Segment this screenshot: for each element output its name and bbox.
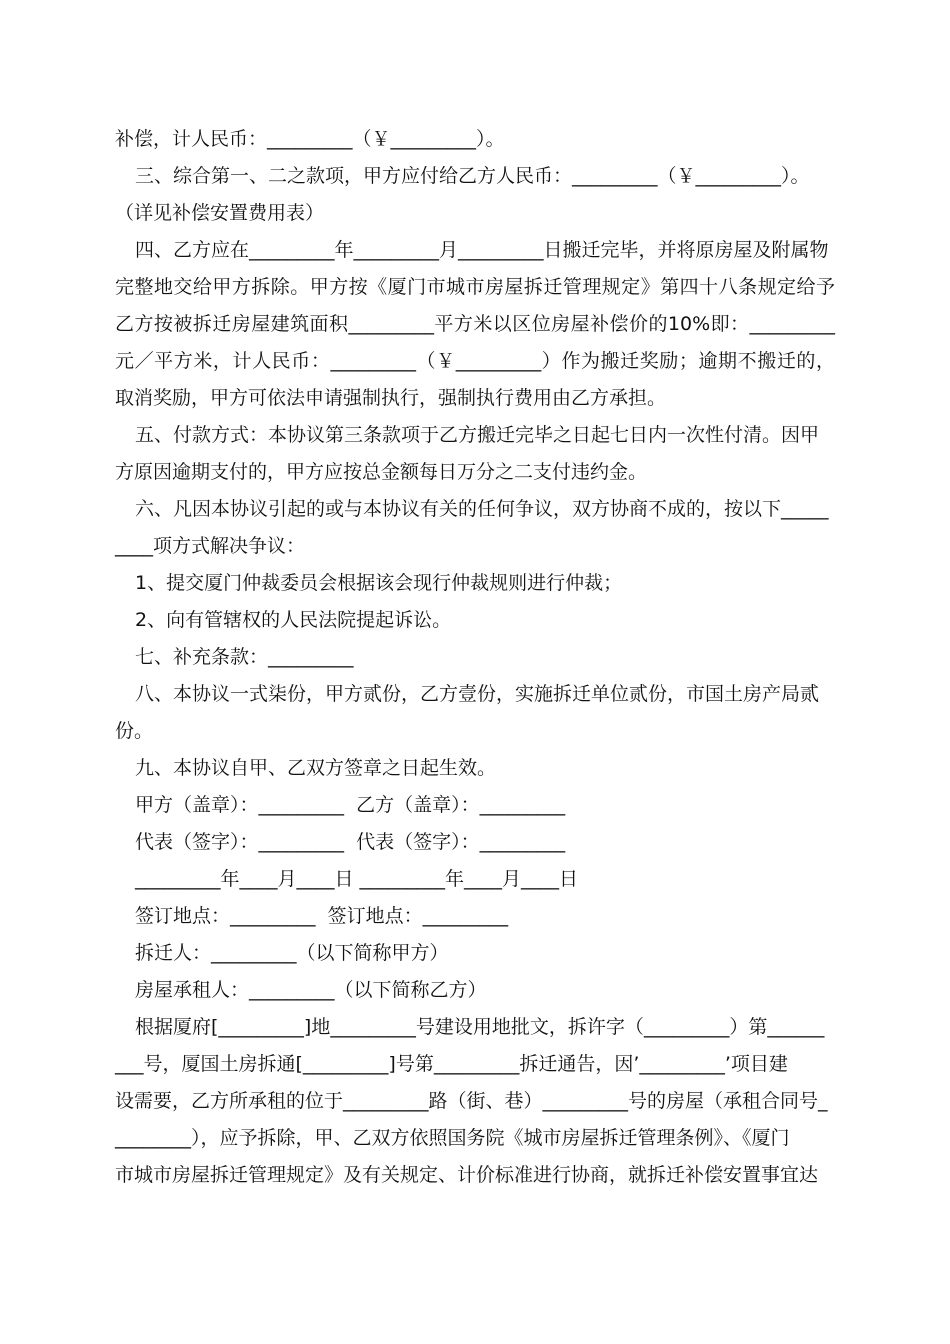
text-line: 八、本协议一式柒份，甲方贰份，乙方壹份，实施拆迁单位贰份，市国土房产局贰 <box>135 683 820 705</box>
text-line: 元／平方米，计人民币：_________（￥_________）作为搬迁奖励；逾期不搬迁的， <box>115 350 835 372</box>
text-line: 五、付款方式：本协议第三条款项于乙方搬迁完毕之日起七日内一次性付清。因甲 <box>135 424 820 446</box>
text-line: 市城市房屋拆迁管理规定》及有关规定、计价标准进行协商，就拆迁补偿安置事宜达 <box>115 1164 819 1186</box>
text-line: 方原因逾期支付的，甲方应按总金额每日万分之二支付违约金。 <box>115 461 648 483</box>
text-line: 2、向有管辖权的人民法院提起诉讼。 <box>135 609 452 631</box>
text-line: 设需要，乙方所承租的位于_________路（街、巷）_________号的房屋（承租合同号_ <box>115 1090 828 1112</box>
text-line: 1、提交厦门仲裁委员会根据该会现行仲裁规则进行仲裁； <box>135 572 623 594</box>
text-line: ____项方式解决争议： <box>115 535 306 557</box>
date-line: _________年____月____日 _________年____月____日 <box>135 868 579 890</box>
text-line: ________），应予拆除，甲、乙双方依照国务院《城市房屋拆迁管理条例》、《厦门 <box>115 1127 790 1149</box>
text-line: ___号，厦国土房拆通[_________]号第_________拆迁通告，因’_________’项目建 <box>115 1053 788 1075</box>
signature-line: 甲方（盖章）：_________ 乙方（盖章）：_________ <box>135 794 566 816</box>
text-line: 三、综合第一、二之款项，甲方应付给乙方人民币：_________（￥_________）。 <box>135 165 810 187</box>
signature-line: 代表（签字）：_________ 代表（签字）：_________ <box>135 831 566 853</box>
text-line: 完整地交给甲方拆除。甲方按《厦门市城市房屋拆迁管理规定》第四十八条规定给予 <box>115 276 835 298</box>
text-line: （详见补偿安置费用表） <box>115 202 325 224</box>
text-line: 六、凡因本协议引起的或与本协议有关的任何争议，双方协商不成的，按以下_____ <box>135 498 829 520</box>
text-line: 乙方按被拆迁房屋建筑面积_________平方米以区位房屋补偿价的10%即：_________ <box>115 313 835 335</box>
party-line: 拆迁人：_________（以下简称甲方） <box>135 942 449 964</box>
text-line: 七、补充条款：_________ <box>135 646 354 668</box>
text-line: 取消奖励，甲方可依法申请强制执行，强制执行费用由乙方承担。 <box>115 387 667 409</box>
text-line: 补偿，计人民币：_________（￥_________）。 <box>115 128 505 150</box>
location-line: 签订地点：_________ 签订地点：_________ <box>135 905 509 927</box>
text-line: 份。 <box>115 720 154 742</box>
text-line: 根据厦府[_________]地_________号建设用地批文，拆许字（_________）第______ <box>135 1016 825 1038</box>
party-line: 房屋承租人：_________（以下简称乙方） <box>135 979 487 1001</box>
text-line: 九、本协议自甲、乙双方签章之日起生效。 <box>135 757 497 779</box>
text-line: 四、乙方应在_________年_________月_________日搬迁完毕，并将原房屋及附属物 <box>135 239 829 261</box>
